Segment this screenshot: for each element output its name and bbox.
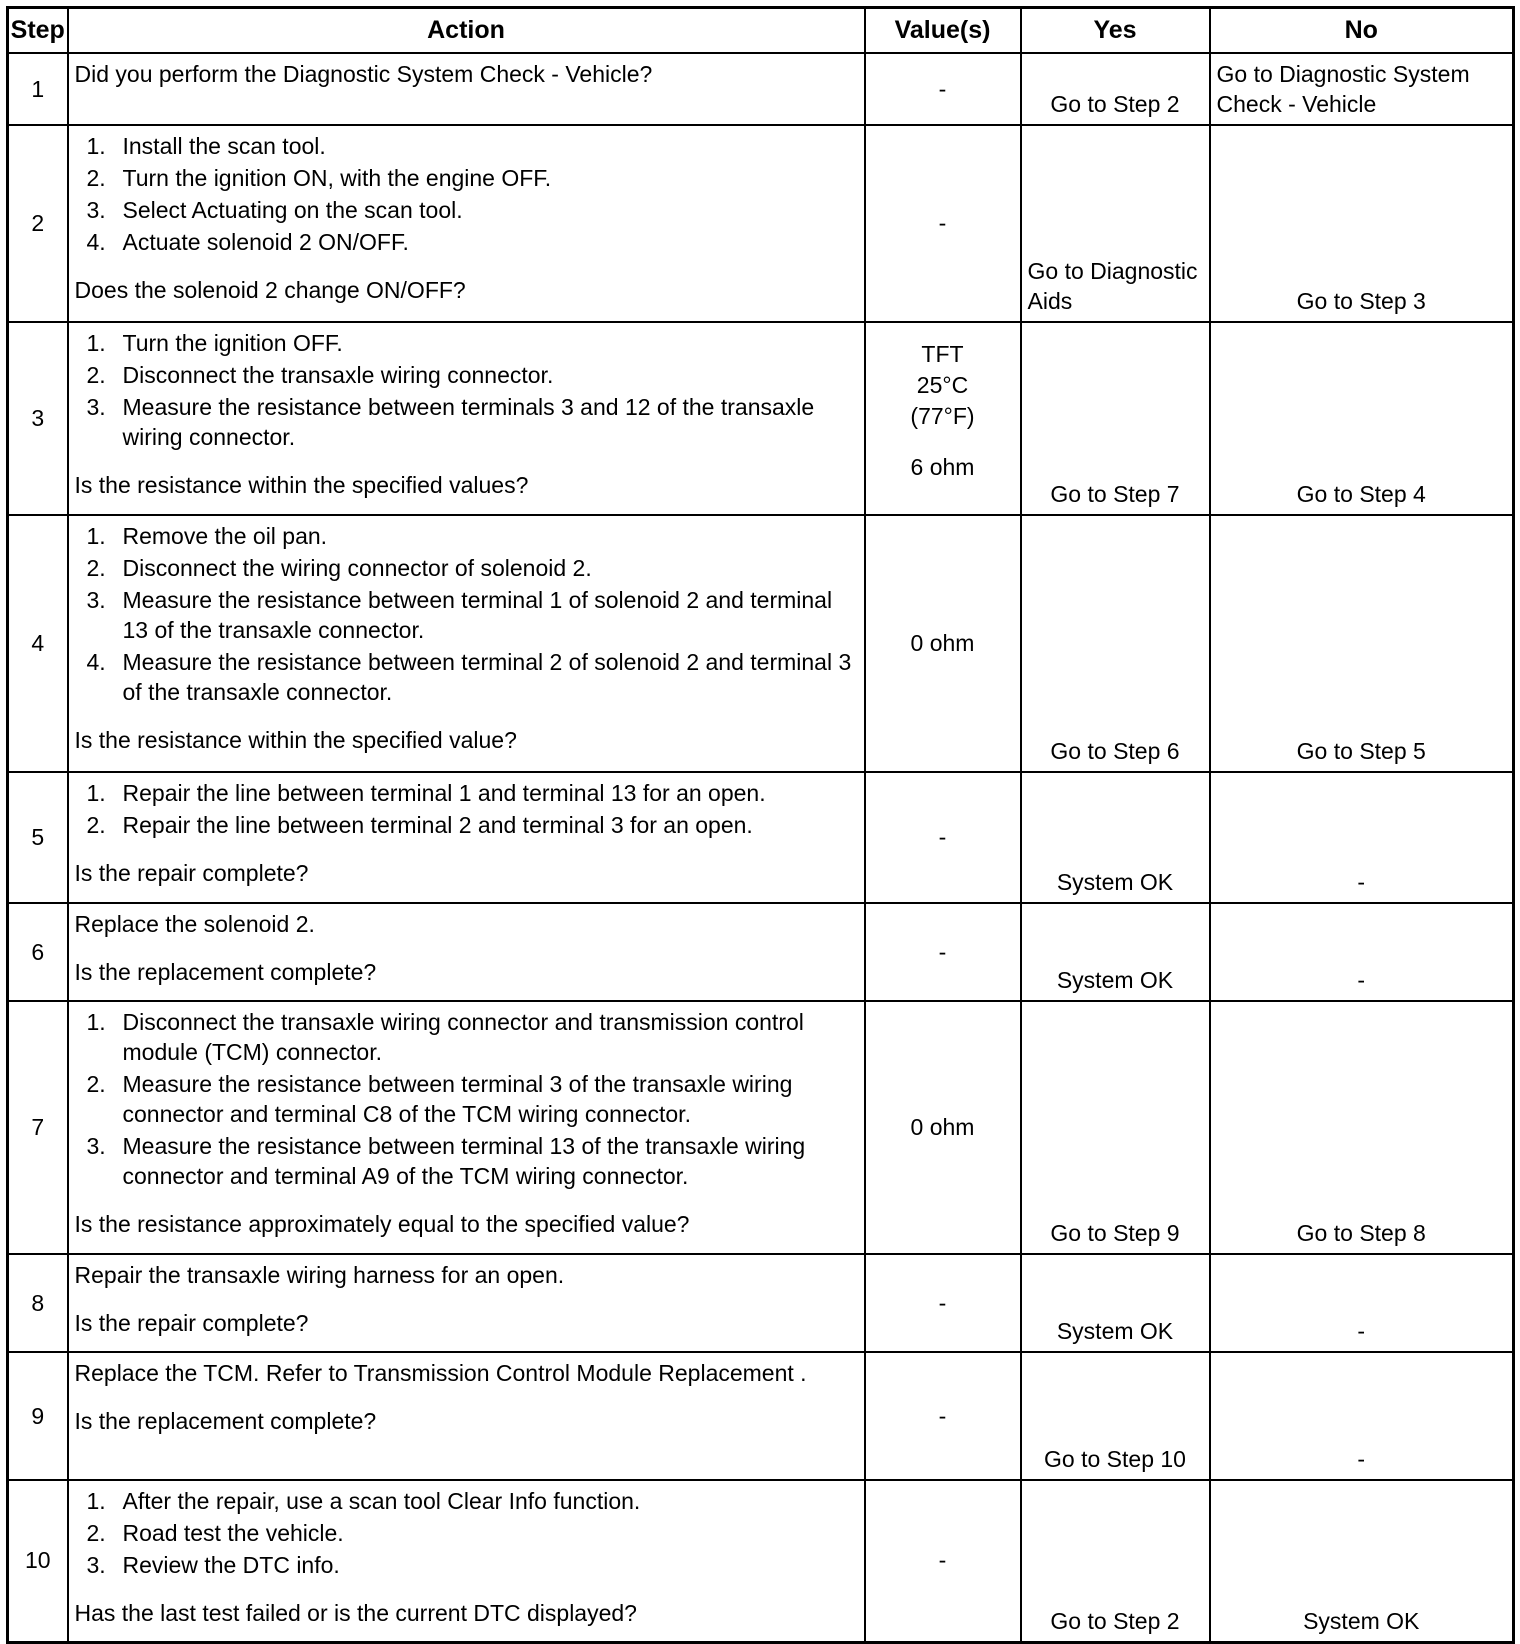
value-cell: 0 ohm — [865, 1001, 1021, 1254]
diagnostic-table — [6, 6, 1515, 1644]
header-no: No — [1210, 8, 1514, 54]
table-row — [8, 125, 1514, 322]
list-item: 1. After the repair, use a scan tool Clear Info function. — [86, 1488, 641, 1514]
yes-cell: Go to Step 7 — [1021, 322, 1210, 515]
no-cell: - — [1210, 772, 1514, 903]
list-item: 1. Disconnect the transaxle wiring connector and transmission control module (TCM) connector. — [86, 1009, 804, 1065]
header-step: Step — [8, 8, 68, 54]
no-cell: Go to Diagnostic System Check - Vehicle — [1210, 53, 1514, 125]
action-cell — [68, 1480, 865, 1642]
yes-cell: Go to Step 2 — [1021, 1480, 1210, 1642]
step-number: 1 — [8, 53, 68, 125]
value-cell — [865, 322, 1021, 515]
list-item: 2. Turn the ignition ON, with the engine OFF. — [86, 165, 552, 191]
no-cell: Go to Step 5 — [1210, 515, 1514, 772]
value-spec: 6 ohm — [910, 453, 975, 480]
action-question: Does the solenoid 2 change ON/OFF? — [74, 277, 466, 303]
value-condition: TFT 25°C (77°F) — [910, 340, 975, 429]
step-number: 3 — [8, 322, 68, 515]
list-item: 2. Disconnect the wiring connector of solenoid 2. — [86, 555, 592, 581]
list-item: 1. Repair the line between terminal 1 and terminal 13 for an open. — [86, 780, 766, 806]
no-cell: - — [1210, 903, 1514, 1001]
value-cell: - — [865, 903, 1021, 1001]
value-cell: - — [865, 1352, 1021, 1480]
yes-cell: System OK — [1021, 903, 1210, 1001]
step-number: 9 — [8, 1352, 68, 1480]
step-number: 7 — [8, 1001, 68, 1254]
value-cell: - — [865, 772, 1021, 903]
list-item: 1. Remove the oil pan. — [86, 523, 328, 549]
no-cell: System OK — [1210, 1480, 1514, 1642]
no-cell: - — [1210, 1254, 1514, 1352]
value-cell: - — [865, 1254, 1021, 1352]
list-item: 3. Measure the resistance between terminals 3 and 12 of the transaxle wiring connector. — [86, 394, 815, 450]
action-list — [75, 131, 858, 257]
step-number: 4 — [8, 515, 68, 772]
header-row — [8, 8, 1514, 54]
action-cell — [68, 515, 865, 772]
action-list — [75, 1007, 858, 1191]
list-item: 4. Measure the resistance between terminal 2 of solenoid 2 and terminal 3 of the transaxle connector. — [86, 649, 852, 705]
no-cell: - — [1210, 1352, 1514, 1480]
list-item: 4. Actuate solenoid 2 ON/OFF. — [86, 229, 409, 255]
list-item: 2. Disconnect the transaxle wiring connector. — [86, 362, 554, 388]
no-cell: Go to Step 8 — [1210, 1001, 1514, 1254]
step-number: 5 — [8, 772, 68, 903]
list-item: 2. Repair the line between terminal 2 and terminal 3 for an open. — [86, 812, 753, 838]
action-question: Is the replacement complete? — [74, 1408, 377, 1434]
list-item: 3. Measure the resistance between terminal 1 of solenoid 2 and terminal 13 of the transaxle connector. — [86, 587, 833, 643]
step-number: 6 — [8, 903, 68, 1001]
table-row — [8, 1254, 1514, 1352]
table-row — [8, 903, 1514, 1001]
table-row — [8, 1001, 1514, 1254]
list-item: 1. Turn the ignition OFF. — [86, 330, 343, 356]
table-row — [8, 772, 1514, 903]
action-text: Did you perform the Diagnostic System Check - Vehicle? — [74, 61, 653, 87]
value-cell: 0 ohm — [865, 515, 1021, 772]
list-item: 3. Review the DTC info. — [86, 1552, 340, 1578]
yes-cell: System OK — [1021, 1254, 1210, 1352]
action-question: Is the resistance within the specified value? — [74, 727, 517, 753]
list-item: 3. Select Actuating on the scan tool. — [86, 197, 463, 223]
action-cell — [68, 125, 865, 322]
step-number: 2 — [8, 125, 68, 322]
header-action: Action — [68, 8, 865, 54]
action-text: Replace the TCM. Refer to Transmission Control Module Replacement . — [74, 1360, 807, 1386]
action-question: Is the resistance approximately equal to the specified value? — [74, 1211, 690, 1237]
action-question: Is the replacement complete? — [74, 959, 377, 985]
yes-cell: Go to Step 6 — [1021, 515, 1210, 772]
header-values: Value(s) — [865, 8, 1021, 54]
no-cell: Go to Step 3 — [1210, 125, 1514, 322]
yes-cell: Go to Step 2 — [1021, 53, 1210, 125]
table-row — [8, 1352, 1514, 1480]
action-question: Is the repair complete? — [74, 860, 309, 886]
action-text: Repair the transaxle wiring harness for an open. — [74, 1262, 565, 1288]
action-list — [75, 1486, 858, 1580]
table-row — [8, 53, 1514, 125]
table-row — [8, 515, 1514, 772]
value-cell: - — [865, 53, 1021, 125]
step-number: 8 — [8, 1254, 68, 1352]
action-cell — [68, 903, 865, 1001]
list-item: 3. Measure the resistance between terminal 13 of the transaxle wiring connector and terminal A9 of the TCM wiring connector. — [86, 1133, 806, 1189]
list-item: 2. Road test the vehicle. — [86, 1520, 344, 1546]
action-cell — [68, 1254, 865, 1352]
value-cell: - — [865, 1480, 1021, 1642]
table-row — [8, 1480, 1514, 1642]
list-item: 1. Install the scan tool. — [86, 133, 326, 159]
action-list — [75, 521, 858, 707]
yes-cell: Go to Step 10 — [1021, 1352, 1210, 1480]
value-cell: - — [865, 125, 1021, 322]
table-row — [8, 322, 1514, 515]
action-list — [75, 778, 858, 840]
yes-cell: System OK — [1021, 772, 1210, 903]
action-cell — [68, 1001, 865, 1254]
action-cell — [68, 322, 865, 515]
header-yes: Yes — [1021, 8, 1210, 54]
list-item: 2. Measure the resistance between terminal 3 of the transaxle wiring connector and terminal C8 of the TCM wiring connector. — [86, 1071, 793, 1127]
step-number: 10 — [8, 1480, 68, 1642]
action-question: Is the resistance within the specified values? — [74, 472, 529, 498]
action-cell — [68, 772, 865, 903]
yes-cell: Go to Diagnostic Aids — [1021, 125, 1210, 322]
action-question: Is the repair complete? — [74, 1310, 309, 1336]
action-question: Has the last test failed or is the current DTC displayed? — [74, 1600, 637, 1626]
action-cell — [68, 1352, 865, 1480]
action-text: Replace the solenoid 2. — [74, 911, 315, 937]
yes-cell: Go to Step 9 — [1021, 1001, 1210, 1254]
action-cell — [68, 53, 865, 125]
no-cell: Go to Step 4 — [1210, 322, 1514, 515]
action-list — [75, 328, 858, 452]
